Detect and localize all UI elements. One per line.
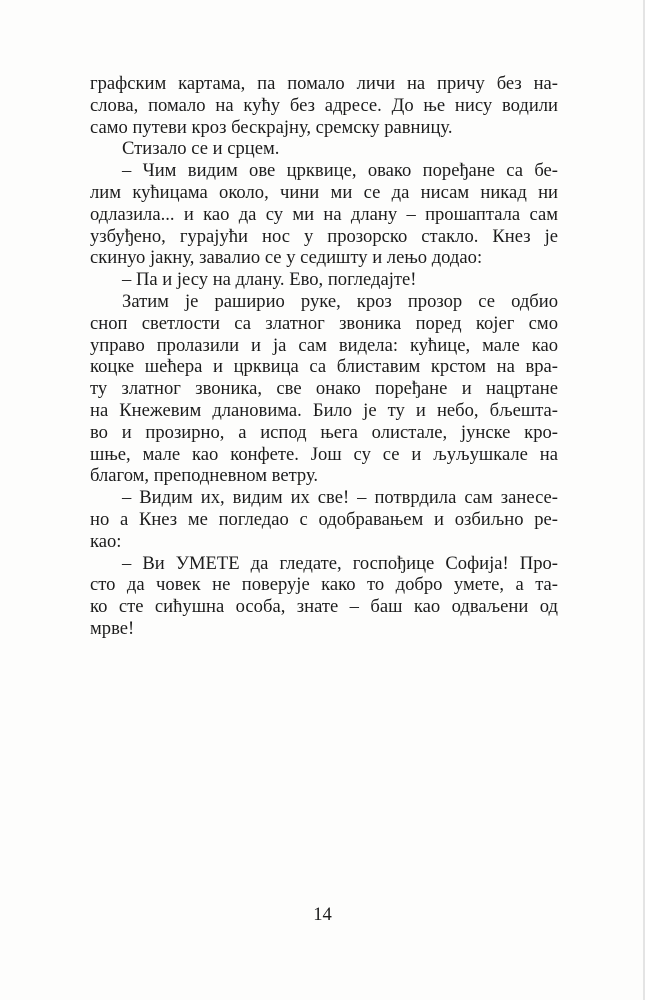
text-line: – Чим видим ове црквице, овако поређане са бе- xyxy=(122,160,558,182)
text-line: ту златног звоника, све онако поређане и нацртане xyxy=(90,378,558,400)
text-line: слова, помало на кућу без адресе. До ње нису водили xyxy=(90,94,558,116)
page-number: 14 xyxy=(313,904,332,925)
text-line: сноп светлости са златног звоника поред којег смо xyxy=(90,312,558,334)
paragraph-5 xyxy=(90,291,558,487)
text-line: коцке шећера и црквица са блиставим крстом на вра- xyxy=(90,356,558,378)
paragraph-7 xyxy=(90,553,558,640)
text-line: на Кнежевим длановима. Било је ту и небо, бљешта- xyxy=(90,399,558,421)
text-line: во и прозирно, а испод њега олистале, јунске кро- xyxy=(90,421,558,443)
text-line: одлазила... и као да су ми на длану – прошаптала сам xyxy=(90,203,558,225)
text-line: – Па и јесу на длану. Ево, погледајте! xyxy=(122,269,417,291)
text-line: – Видим их, видим их све! – потврдила сам занесе- xyxy=(122,487,558,509)
body-text xyxy=(90,73,558,640)
text-line: шње, мале као конфете. Још су се и љуљушкале на xyxy=(90,443,558,465)
paragraph-3 xyxy=(90,160,558,269)
text-line: узбуђено, гурајући нос у прозорско стакло. Кнез је xyxy=(90,225,558,247)
text-line: управо пролазили и ја сам видела: кућице, мале као xyxy=(90,334,558,356)
text-line: као: xyxy=(90,530,122,552)
paragraph-6 xyxy=(90,487,558,552)
text-line: скинуо јакну, завалио се у седишту и лењо додао: xyxy=(90,247,483,269)
paragraph-4 xyxy=(90,269,558,291)
text-line: но а Кнез ме погледао с одобравањем и озбиљно ре- xyxy=(90,508,558,530)
paragraph-2 xyxy=(90,138,558,160)
paragraph-1 xyxy=(90,73,558,138)
text-line: Затим је раширио руке, кроз прозор се одбио xyxy=(122,290,558,312)
text-line: Стизало се и срцем. xyxy=(122,138,280,160)
text-line: само путеви кроз бескрајну, сремску равницу. xyxy=(90,116,453,138)
text-line: ко сте сићушна особа, знате – баш као одваљени од xyxy=(90,596,558,618)
text-line: – Ви УМЕТЕ да гледате, госпођице Софија! Про- xyxy=(122,552,558,574)
text-line: графским картама, па помало личи на причу без на- xyxy=(90,73,558,94)
text-line: лим кућицама около, чини ми се да нисам никад ни xyxy=(90,181,558,203)
text-line: благом, преподневном ветру. xyxy=(90,465,319,487)
text-line: сто да човек не поверује како то добро умете, а та- xyxy=(90,574,558,596)
text-line: мрве! xyxy=(90,617,135,639)
